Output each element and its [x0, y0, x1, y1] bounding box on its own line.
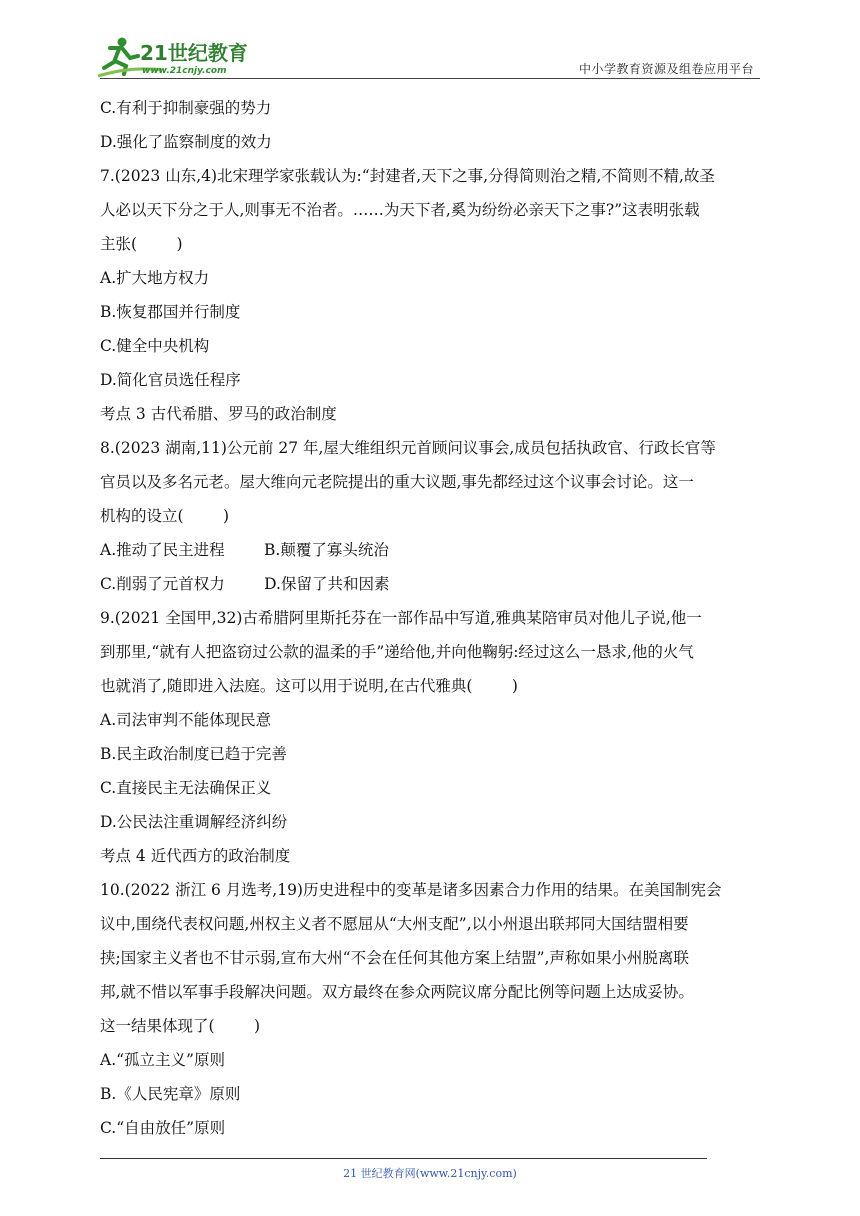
- question-8-line-3: 机构的设立( ): [100, 507, 230, 525]
- option-c-q10: C.“自由放任”原则: [100, 1119, 226, 1137]
- site-logo: [92, 34, 262, 80]
- option-d-q7: D.简化官员选任程序: [100, 371, 241, 389]
- options-ab-q8: A.推动了民主进程 B.颠覆了寡头统治: [100, 541, 389, 559]
- option-a-q10: A.“孤立主义”原则: [100, 1051, 225, 1069]
- option-c-q6: C.有利于抑制豪强的势力: [100, 99, 272, 117]
- question-7-line-1: 7.(2023 山东,4)北宋理学家张载认为:“封建者,天下之事,分得简则治之精,不简则不精,故圣: [100, 167, 715, 185]
- question-9-line-1: 9.(2021 全国甲,32)古希腊阿里斯托芬在一部作品中写道,雅典某陪审员对他儿子说,他一: [100, 609, 702, 627]
- option-b-q10: B.《人民宪章》原则: [100, 1085, 241, 1103]
- runner-logo-icon: [92, 34, 262, 80]
- question-10-line-5: 这一结果体现了( ): [100, 1017, 261, 1035]
- options-cd-q8: C.削弱了元首权力 D.保留了共和因素: [100, 575, 390, 593]
- option-d-q9: D.公民法注重调解经济纠纷: [100, 813, 288, 831]
- option-c-q7: C.健全中央机构: [100, 337, 210, 355]
- option-b-q9: B.民主政治制度已趋于完善: [100, 745, 287, 763]
- question-10-line-4: 邦,就不惜以军事手段解决问题。双方最终在参众两院议席分配比例等问题上达成妥协。: [100, 983, 694, 1001]
- question-10-line-3: 挟;国家主义者也不甘示弱,宣布大州“不会在任何其他方案上结盟”,声称如果小州脱离联: [100, 949, 689, 967]
- question-8-line-1: 8.(2023 湖南,11)公元前 27 年,屋大维组织元首顾问议事会,成员包括执政官、行政长官等: [100, 439, 716, 457]
- footer-divider: [100, 1158, 707, 1159]
- question-9-line-3: 也就消了,随即进入法庭。这可以用于说明,在古代雅典( ): [100, 677, 518, 695]
- question-10-line-1: 10.(2022 浙江 6 月选考,19)历史进程中的变革是诸多因素合力作用的结果。在美国制宪会: [100, 881, 722, 899]
- option-d-q6: D.强化了监察制度的效力: [100, 133, 272, 151]
- logo-text: 21世纪教育: [140, 41, 248, 65]
- option-b-q7: B.恢复郡国并行制度: [100, 303, 241, 321]
- option-a-q9: A.司法审判不能体现民意: [100, 711, 272, 729]
- question-content: [100, 98, 764, 1152]
- question-7-line-3: 主张( ): [100, 235, 183, 253]
- option-c-q9: C.直接民主无法确保正义: [100, 779, 272, 797]
- logo-url: www.21cnjy.com: [142, 66, 227, 76]
- question-8-line-2: 官员以及多名元老。屋大维向元老院提出的重大议题,事先都经过这个议事会讨论。这一: [100, 473, 694, 491]
- header-divider: [100, 78, 760, 79]
- question-7-line-2: 人必以天下分之于人,则事无不治者。……为天下者,奚为纷纷必亲天下之事?”这表明张载: [100, 201, 700, 219]
- question-10-line-2: 议中,围绕代表权问题,州权主义者不愿屈从“大州支配”,以小州退出联邦同大国结盟相要: [100, 915, 689, 933]
- option-a-q7: A.扩大地方权力: [100, 269, 210, 287]
- question-9-line-2: 到那里,“就有人把盗窃过公款的温柔的手”递给他,并向他鞠躬:经过这么一恳求,他的火气: [100, 643, 694, 661]
- footer-link[interactable]: 21 世纪教育网(www.21cnjy.com): [343, 1167, 517, 1180]
- platform-name: 中小学教育资源及组卷应用平台: [578, 62, 754, 76]
- page-header: [0, 0, 860, 82]
- section-heading-4: 考点 4 近代西方的政治制度: [100, 847, 291, 865]
- section-heading-3: 考点 3 古代希腊、罗马的政治制度: [100, 405, 337, 423]
